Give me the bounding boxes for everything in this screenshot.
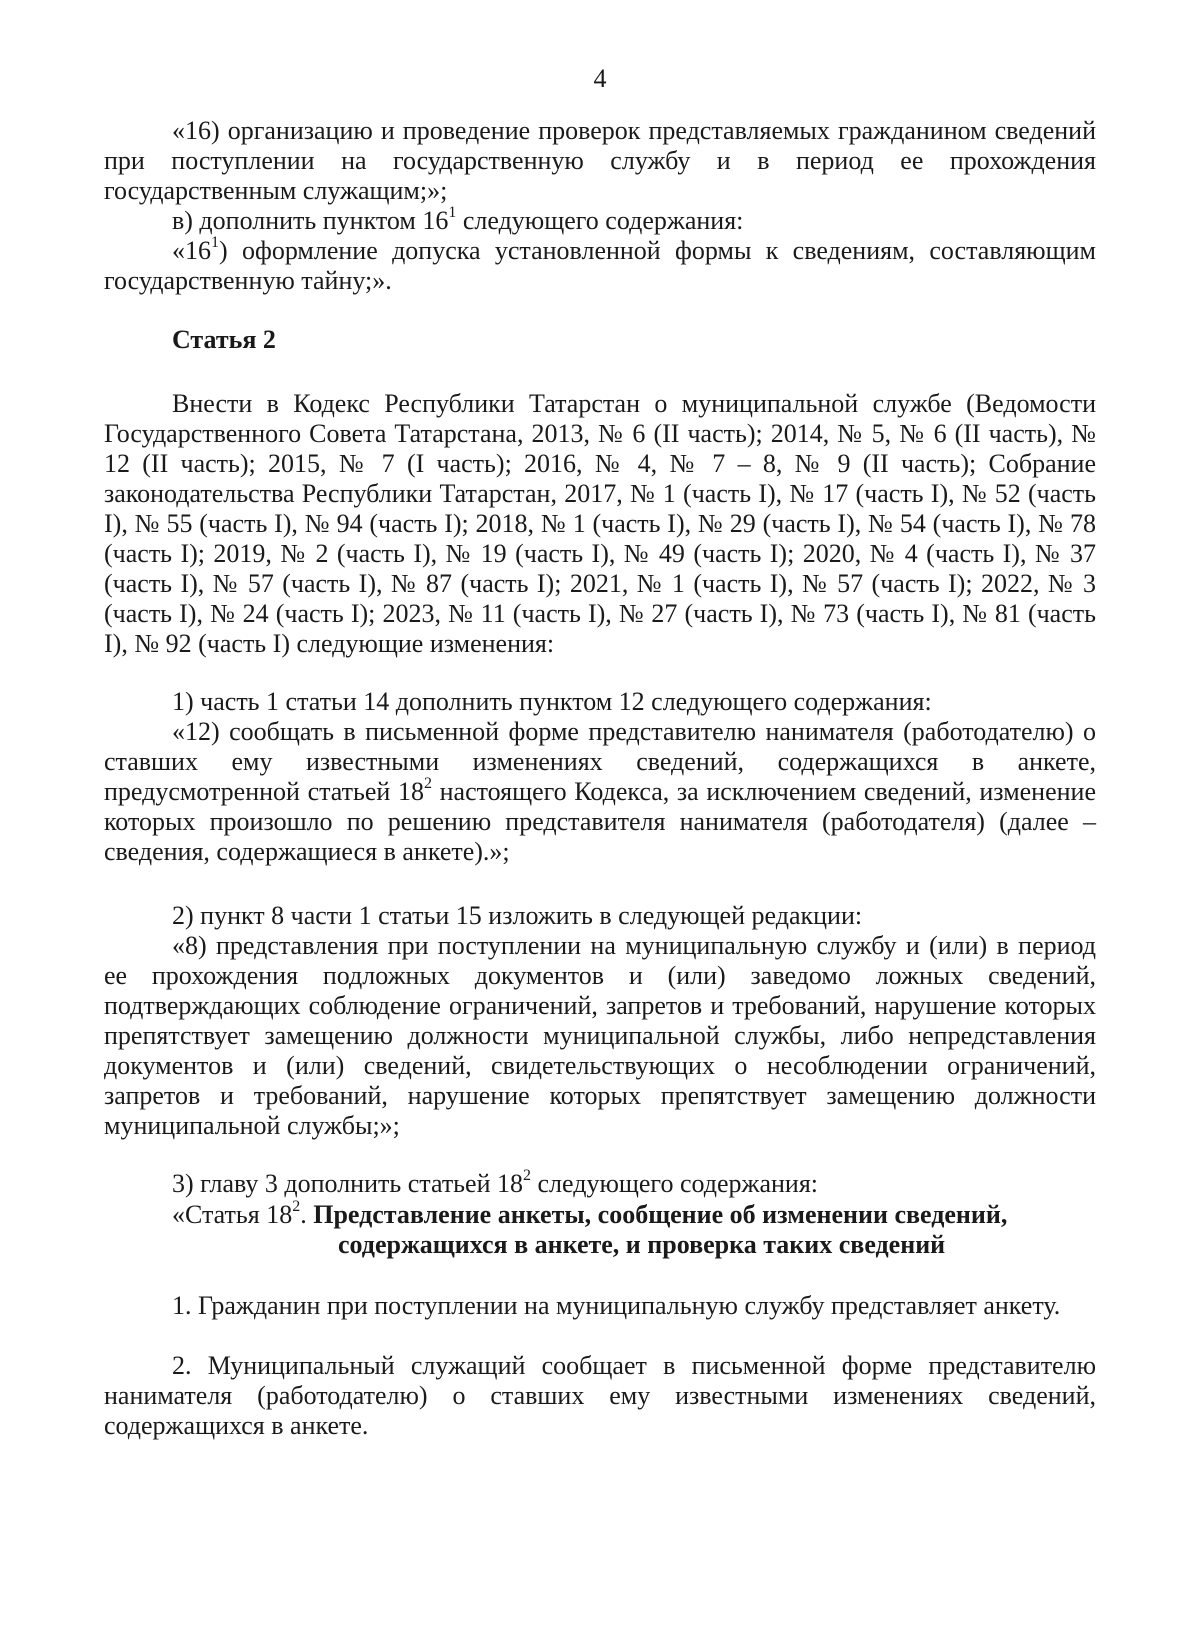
item-1-body-text: «12) сообщать в письменной форме представителю нанимателя (работодателю) о ставших ему известными изменениях сведений, содержащихся в анкете, предусмотренной статьей 18 — [104, 717, 1096, 806]
paragraph-item-16-1 — [104, 236, 1096, 296]
item-3-lead-text-end: следующего содержания: — [531, 1169, 819, 1198]
item-1-body — [104, 717, 1096, 867]
paragraph-item-16-1-text: ) оформление допуска установленной формы к сведениям, составляющим государственную тайну;». — [104, 236, 1096, 295]
item-2-body: «8) представления при поступлении на муниципальную службу и (или) в период ее прохождения подложных документов и (или) заведомо ложных сведений, подтверждающих соблюдение ограничений, запретов и требований, нарушение которых препятствует замещению должности муниципальной службы, либо непредставления документов и (или) сведений, свидетельствующих о несоблюдении ограничений, запретов и требований, нарушение которых препятствует замещению должности муниципальной службы;»; — [104, 931, 1096, 1140]
item-2-lead: 2) пункт 8 части 1 статьи 15 изложить в следующей редакции: — [172, 901, 863, 930]
paragraph-item-v-text: в) дополнить пунктом 16 — [172, 206, 449, 235]
superscript: 2 — [523, 1167, 531, 1184]
new-article-dot: . — [300, 1200, 307, 1229]
new-article-title-line-2: содержащихся в анкете, и проверка таких сведений — [338, 1230, 946, 1259]
superscript: 2 — [292, 1198, 301, 1215]
item-3-lead — [104, 1169, 1096, 1199]
page-number: 4 — [593, 64, 607, 93]
item-3-lead-text: 3) главу 3 дополнить статьей 18 — [172, 1169, 523, 1198]
new-article-heading — [172, 1200, 1096, 1230]
paragraph-item-16: «16) организацию и проведение проверок представляемых гражданином сведений при поступлении на государственную службу и в период ее прохождения государственным служащим;»; — [104, 116, 1096, 205]
paragraph-item-v — [104, 206, 1096, 236]
article-2-title: Статья 2 — [172, 325, 276, 354]
superscript: 2 — [423, 775, 432, 792]
new-article-title-line-1: Представление анкеты, сообщение об изменении сведений, — [313, 1200, 1008, 1229]
item-1-body-text-end: настоящего Кодекса, за исключением сведений, изменение которых произошло по решению представителя нанимателя (работодателя) (далее – сведения, содержащиеся в анкете).»; — [104, 777, 1097, 866]
new-article-point-1: 1. Гражданин при поступлении на муниципальную службу представляет анкету. — [172, 1291, 1061, 1320]
paragraph-item-v-text-end: следующего содержания: — [456, 206, 744, 235]
paragraph-item-16-1-start: «16 — [172, 236, 211, 265]
superscript: 1 — [448, 204, 457, 221]
new-article-prefix: «Статья 18 — [172, 1200, 293, 1229]
item-1-lead: 1) часть 1 статьи 14 дополнить пунктом 12 следующего содержания: — [172, 687, 932, 716]
superscript: 1 — [211, 234, 219, 251]
article-2-intro: Внести в Кодекс Республики Татарстан о муниципальной службе (Ведомости Государственного Совета Татарстана, 2013, № 6 (II часть); 2014, № 5, № 6 (II часть), № 12 (II часть); 2015, № 7 (I часть); 2016, № 4, № 7 – 8, № 9 (II часть); Собрание законодательства Республики Татарстан, 2017, № 1 (часть I), № 17 (часть I), № 52 (часть I), № 55 (часть I), № 94 (часть I); 2018, № 1 (часть I), № 29 (часть I), № 54 (часть I), № 78 (часть I); 2019, № 2 (часть I), № 19 (часть I), № 49 (часть I); 2020, № 4 (часть I), № 37 (часть I), № 57 (часть I), № 87 (часть I); 2021, № 1 (часть I), № 57 (часть I); 2022, № 3 (часть I), № 24 (часть I); 2023, № 11 (часть I), № 27 (часть I), № 73 (часть I), № 81 (часть I), № 92 (часть I) следующие изменения: — [104, 389, 1096, 658]
new-article-point-2: 2. Муниципальный служащий сообщает в письменной форме представителю нанимателя (работодателю) о ставших ему известными изменениях сведений, содержащихся в анкете. — [104, 1351, 1096, 1440]
